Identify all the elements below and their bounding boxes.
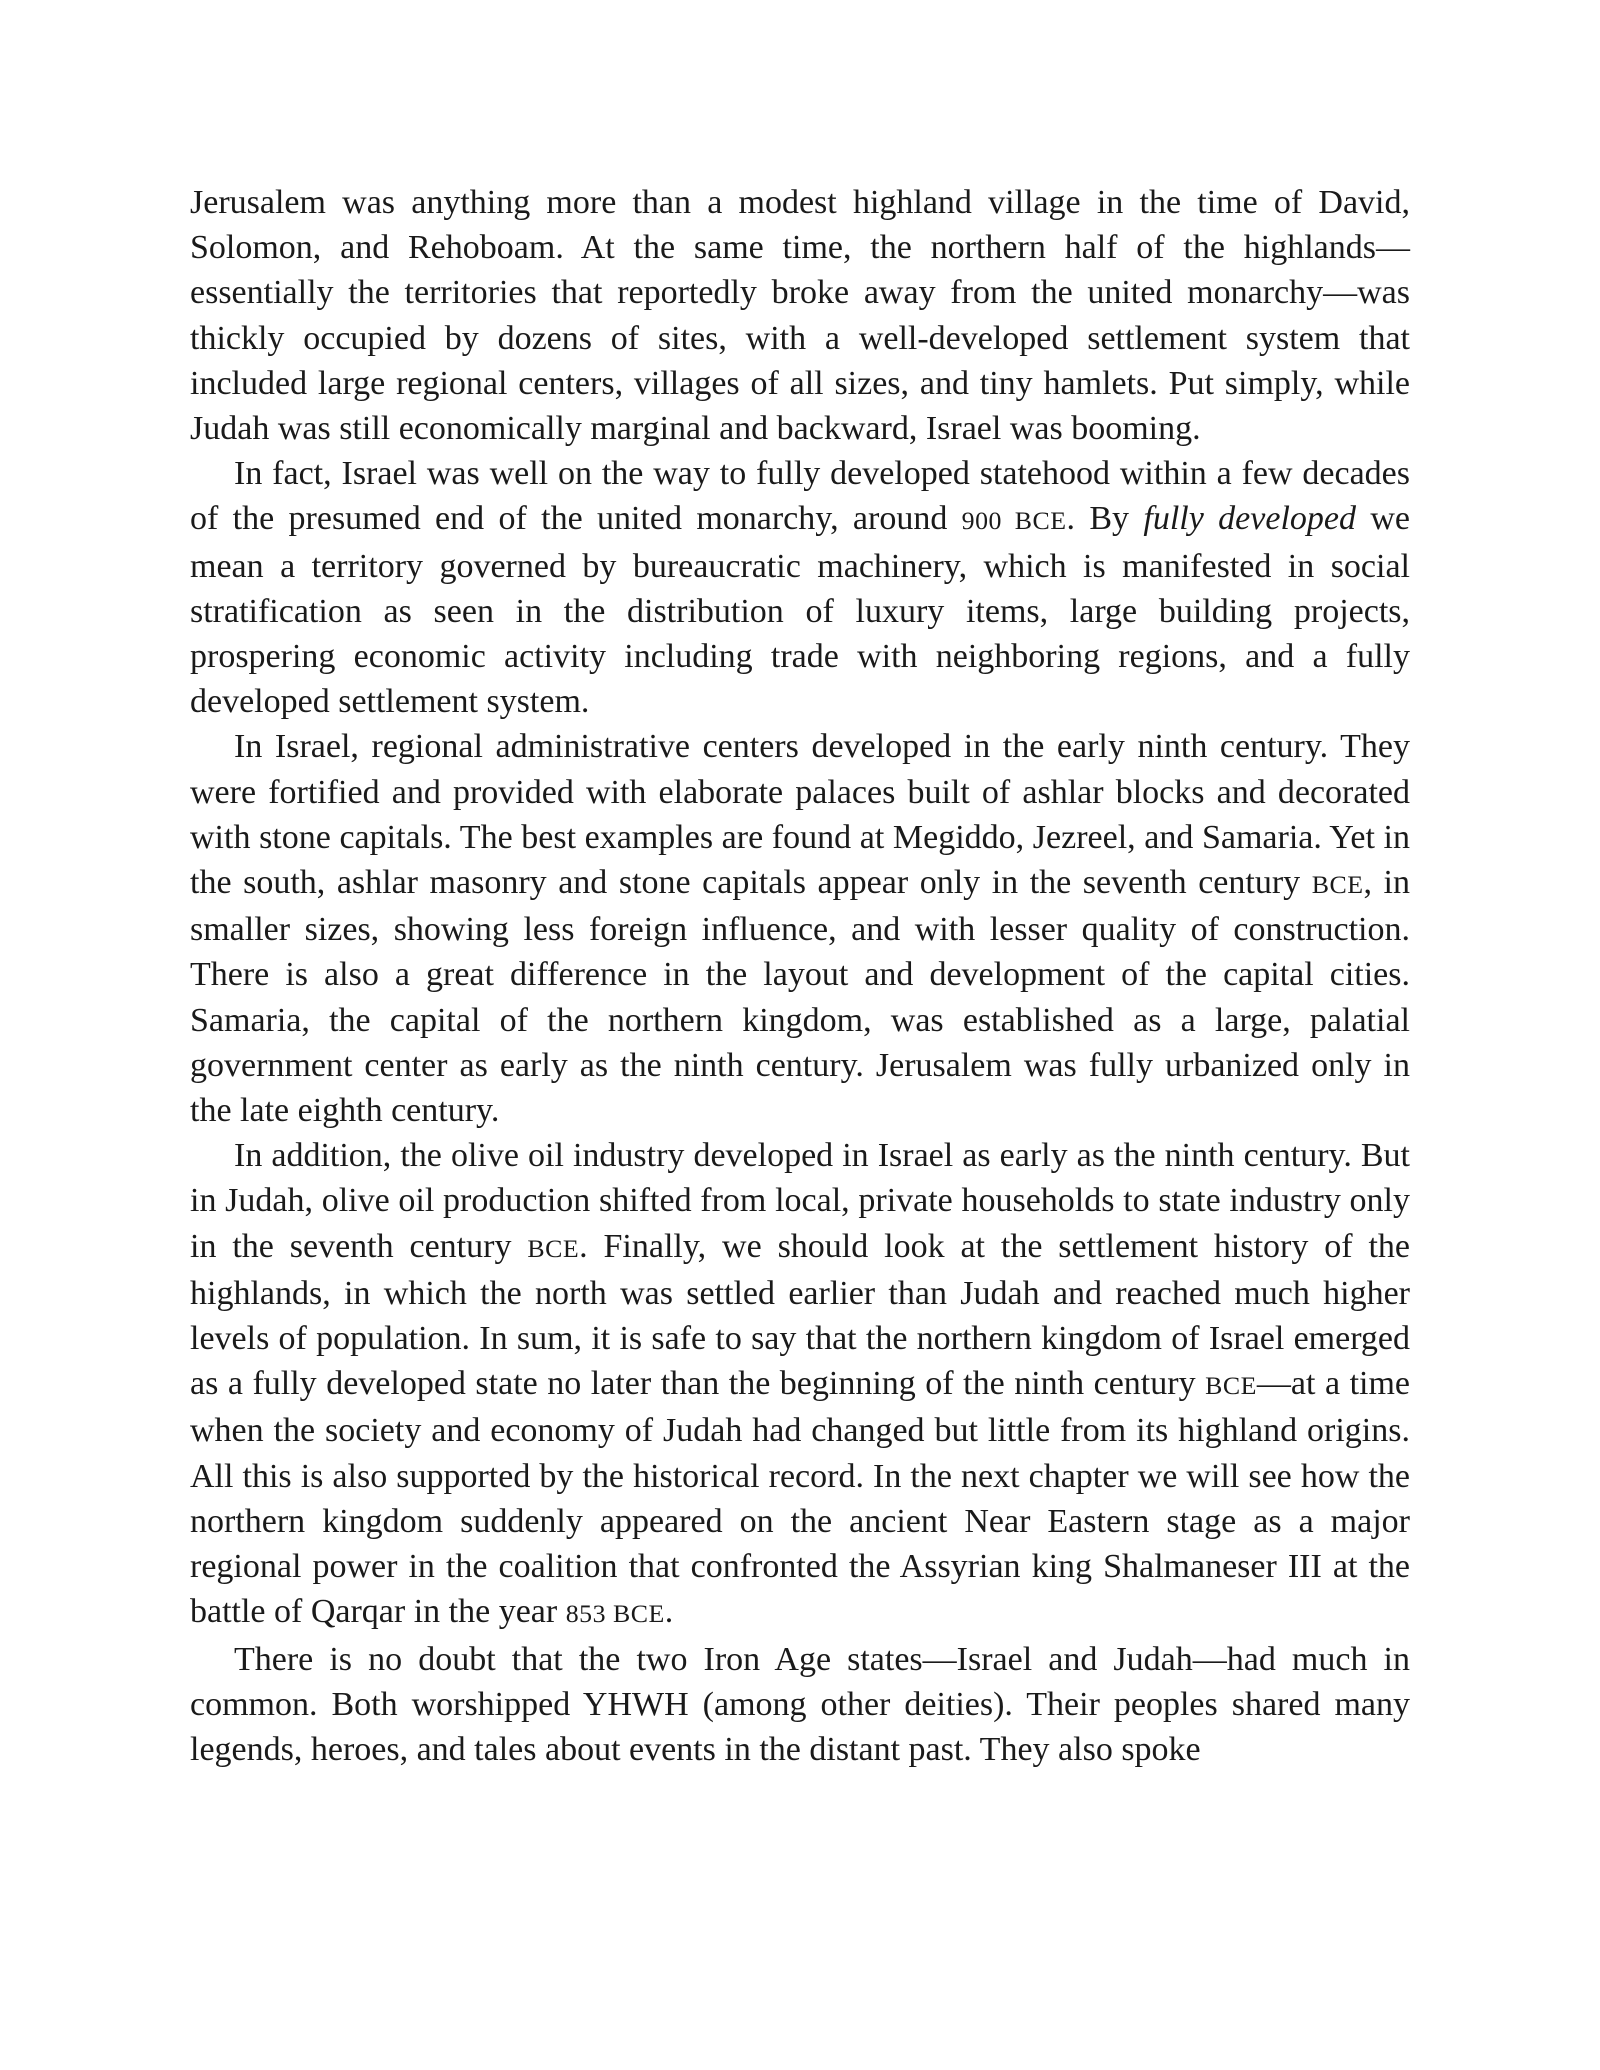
paragraph-4-text-b: . Finally, we should look at the settlement history of the highlands, in which the north was settled earlier than Judah and reached much higher levels of population. In sum, it is safe to say that the northern kingdom of Israel emerged as a fully developed state no later than the beginning of the ninth century	[190, 1227, 1411, 1403]
paragraph-2-text-a: In fact, Israel was well on the way to fully developed statehood within a few decades of the presumed end of the united monarchy, around	[190, 455, 1410, 538]
paragraph-4-text-c: —at a time when the society and economy of Judah had changed but little from its highland origins. All this is also supported by the historical record. In the next chapter we will see how the northern kingdom suddenly appeared on the ancient Near Eastern stage as a major regional power in the coalition that confronted the Assyrian king Shalmaneser III at the battle of Qarqar in the year	[190, 1365, 1411, 1631]
paragraph-2-text-b: . By	[1066, 500, 1144, 538]
paragraph-4-text-a: In addition, the olive oil industry developed in Israel as early as the ninth century. But in Judah, olive oil production shifted from local, private households to state industry only in the seventh century	[190, 1137, 1410, 1265]
paragraph-4-text-d: .	[664, 1593, 674, 1631]
paragraph-4	[190, 1133, 1410, 1636]
date-853-bce: 853 BCE	[565, 1599, 665, 1629]
paragraph-1	[190, 180, 1410, 451]
era-bce: BCE	[527, 1233, 580, 1263]
paragraph-2-text-c: we mean a territory governed by bureaucratic machinery, which is manifested in social stratification as seen in the distribution of luxury items, large building projects, prospering economic activity including trade with neighboring regions, and a fully developed settlement system.	[190, 500, 1410, 721]
era-bce: BCE	[1205, 1371, 1257, 1401]
paragraph-3-text-a: In Israel, regional administrative centers developed in the early ninth century. They were fortified and provided with elaborate palaces built of ashlar blocks and decorated with stone capitals. The best examples are found at Megiddo, Jezreel, and Samaria. Yet in the south, ashlar masonry and stone capitals appear only in the seventh century	[190, 728, 1410, 902]
paragraph-1-text: Jerusalem was anything more than a modest highland village in the time of David, Solomon, and Rehoboam. At the same time, the northern half of the highlands—essentially the territories that reportedly broke away from the united monarchy—was thickly occupied by dozens of sites, with a well-developed settlement system that included large regional centers, villages of all sizes, and tiny hamlets. Put simply, while Judah was still economically marginal and backward, Israel was booming.	[190, 184, 1410, 448]
paragraph-5-text: There is no doubt that the two Iron Age states—Israel and Judah—had much in common. Both worshipped YHWH (among other deities). Their peoples shared many legends, heroes, and tales about events in the distant past. They also spoke	[190, 1640, 1410, 1768]
paragraph-3	[190, 724, 1410, 1133]
paragraph-5	[190, 1637, 1410, 1773]
paragraph-2	[190, 451, 1410, 724]
paragraph-3-text-b: , in smaller sizes, showing less foreign influence, and with lesser quality of construction. There is also a great difference in the layout and development of the capital cities. Samaria, the capital of the northern kingdom, was established as a large, palatial government center as early as the ninth century. Jerusalem was fully urbanized only in the late eighth century.	[190, 864, 1410, 1130]
emphasis-fully-developed: fully developed	[1143, 500, 1356, 538]
date-900-bce: 900 BCE	[961, 506, 1067, 536]
era-bce: BCE	[1311, 870, 1364, 900]
page-body	[190, 180, 1410, 1772]
